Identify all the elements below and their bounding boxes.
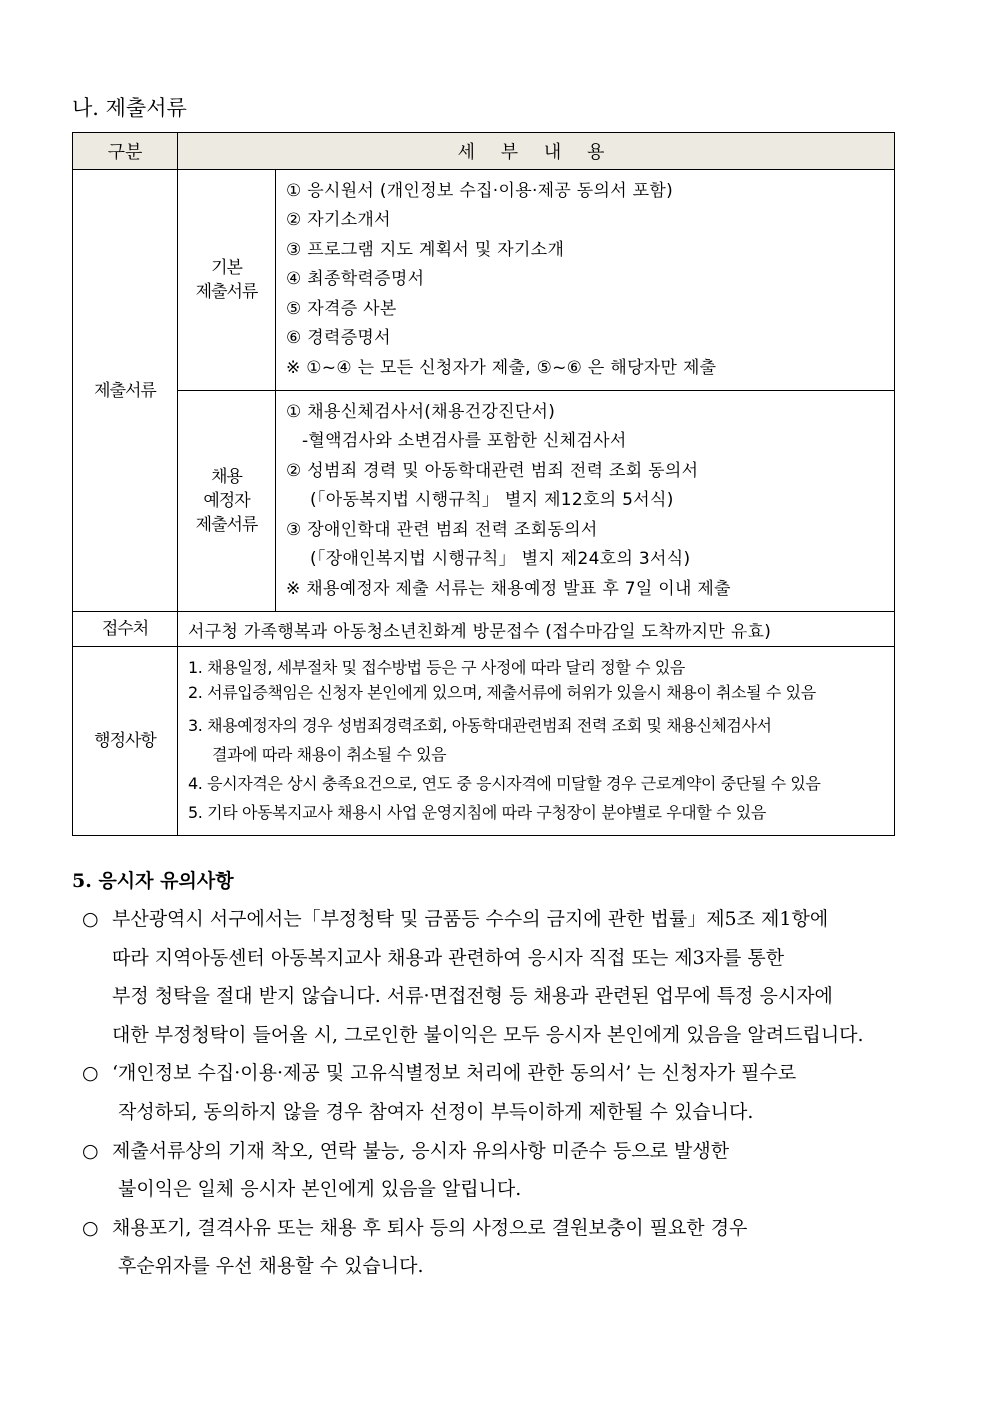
bullet-circle-icon: ○ <box>82 1216 99 1239</box>
submission-documents-table <box>72 132 895 836</box>
list-item: 3. 채용예정자의 경우 성범죄경력조회, 아동학대관련범죄 전력 조회 및 채용신체검사서 <box>188 716 772 735</box>
note-item <box>82 1054 912 1131</box>
list-item: ① 응시원서 (개인정보 수집·이용·제공 동의서 포함) <box>286 180 674 201</box>
basic-docs-label-line: 기본 <box>211 258 242 278</box>
list-item: ⑤ 자격증 사본 <box>286 298 397 319</box>
table-row <box>73 170 895 391</box>
reception-label: 접수처 <box>73 612 178 647</box>
header-category: 구분 <box>73 133 178 170</box>
notes-list <box>82 900 912 1286</box>
note-line: 대한 부정청탁이 들어올 시, 그로인한 불이익은 모두 응시자 본인에게 있음을 알려드립니다. <box>112 1023 864 1046</box>
reception-value: 서구청 가족행복과 아동청소년친화계 방문접수 (접수마감일 도착까지만 유효) <box>178 612 895 647</box>
planned-docs-label-line: 채용 <box>211 467 242 487</box>
section-na-title: 나. 제출서류 <box>72 96 187 120</box>
table-row <box>73 612 895 647</box>
table-row <box>73 391 895 612</box>
list-note: ※ ①~④ 는 모든 신청자가 제출, ⑤~⑥ 은 해당자만 제출 <box>286 357 717 378</box>
note-line: 채용포기, 결격사유 또는 채용 후 퇴사 등의 사정으로 결원보충이 필요한 경우 <box>112 1216 748 1239</box>
planned-docs-label-line: 제출서류 <box>195 515 258 535</box>
basic-docs-label <box>178 170 276 391</box>
note-line: 제출서류상의 기재 착오, 연락 불능, 응시자 유의사항 미준수 등으로 발생한 <box>112 1139 730 1162</box>
table-header-row <box>73 133 895 170</box>
admin-label: 행정사항 <box>73 647 178 836</box>
list-item: ③ 장애인학대 관련 범죄 전력 조회동의서 <box>286 519 598 540</box>
list-item: ④ 최종학력증명서 <box>286 269 425 290</box>
note-line: 부정 청탁을 절대 받지 않습니다. 서류·면접전형 등 채용과 관련된 업무에 특정 응시자에 <box>112 985 833 1008</box>
basic-docs-list <box>276 170 895 391</box>
planned-docs-label-line: 예정자 <box>203 491 250 511</box>
note-item <box>82 900 912 1054</box>
list-note: ※ 채용예정자 제출 서류는 채용예정 발표 후 7일 이내 제출 <box>286 578 731 599</box>
note-item <box>82 1209 912 1286</box>
list-item: 1. 채용일정, 세부절차 및 접수방법 등은 구 사정에 따라 달리 정할 수 있음 <box>188 658 685 677</box>
list-item: ③ 프로그램 지도 계획서 및 자기소개 <box>286 239 565 260</box>
list-item: ② 자기소개서 <box>286 210 391 231</box>
bullet-circle-icon: ○ <box>82 1139 99 1162</box>
list-item: (「장애인복지법 시행규칙」 별지 제24호의 3서식) <box>310 549 691 570</box>
submission-category-label: 제출서류 <box>73 170 178 612</box>
planned-docs-list <box>276 391 895 612</box>
note-line: 불이익은 일체 응시자 본인에게 있음을 알립니다. <box>118 1178 522 1201</box>
list-item: (「아동복지법 시행규칙」 별지 제12호의 5서식) <box>310 490 674 511</box>
list-item: ⑥ 경력증명서 <box>286 328 391 349</box>
section5-title: 5. 응시자 유의사항 <box>72 870 234 892</box>
list-item: ① 채용신체검사서(채용건강진단서) <box>286 401 556 422</box>
list-item: -혈액검사와 소변검사를 포함한 신체검사서 <box>302 431 627 452</box>
note-line: 따라 지역아동센터 아동복지교사 채용과 관련하여 응시자 직접 또는 제3자를 통한 <box>112 946 785 969</box>
planned-docs-label <box>178 391 276 612</box>
table-row <box>73 647 895 836</box>
list-item: 4. 응시자격은 상시 충족요건으로, 연도 중 응시자격에 미달할 경우 근로계약이 중단될 수 있음 <box>188 774 821 793</box>
note-line: ‘개인정보 수집·이용·제공 및 고유식별정보 처리에 관한 동의서’ 는 신청자가 필수로 <box>112 1062 797 1085</box>
note-line: 부산광역시 서구에서는「부정청탁 및 금품등 수수의 금지에 관한 법률」제5조 제1항에 <box>112 908 829 930</box>
note-line: 후순위자를 우선 채용할 수 있습니다. <box>118 1255 424 1278</box>
list-item: 2. 서류입증책임은 신청자 본인에게 있으며, 제출서류에 허위가 있을시 채용이 취소될 수 있음 <box>188 683 816 702</box>
basic-docs-label-line: 제출서류 <box>195 282 258 302</box>
list-item: 5. 기타 아동복지교사 채용시 사업 운영지침에 따라 구청장이 분야별로 우대할 수 있음 <box>188 803 766 822</box>
note-item <box>82 1132 912 1209</box>
list-item: 결과에 따라 채용이 취소될 수 있음 <box>212 745 447 764</box>
bullet-circle-icon: ○ <box>82 1062 99 1085</box>
header-details: 세 부 내 용 <box>178 133 895 170</box>
admin-list <box>178 647 895 836</box>
list-item: ② 성범죄 경력 및 아동학대관련 범죄 전력 조회 동의서 <box>286 460 699 481</box>
note-line: 작성하되, 동의하지 않을 경우 참여자 선정이 부득이하게 제한될 수 있습니다. <box>118 1100 754 1123</box>
bullet-circle-icon: ○ <box>82 908 99 930</box>
